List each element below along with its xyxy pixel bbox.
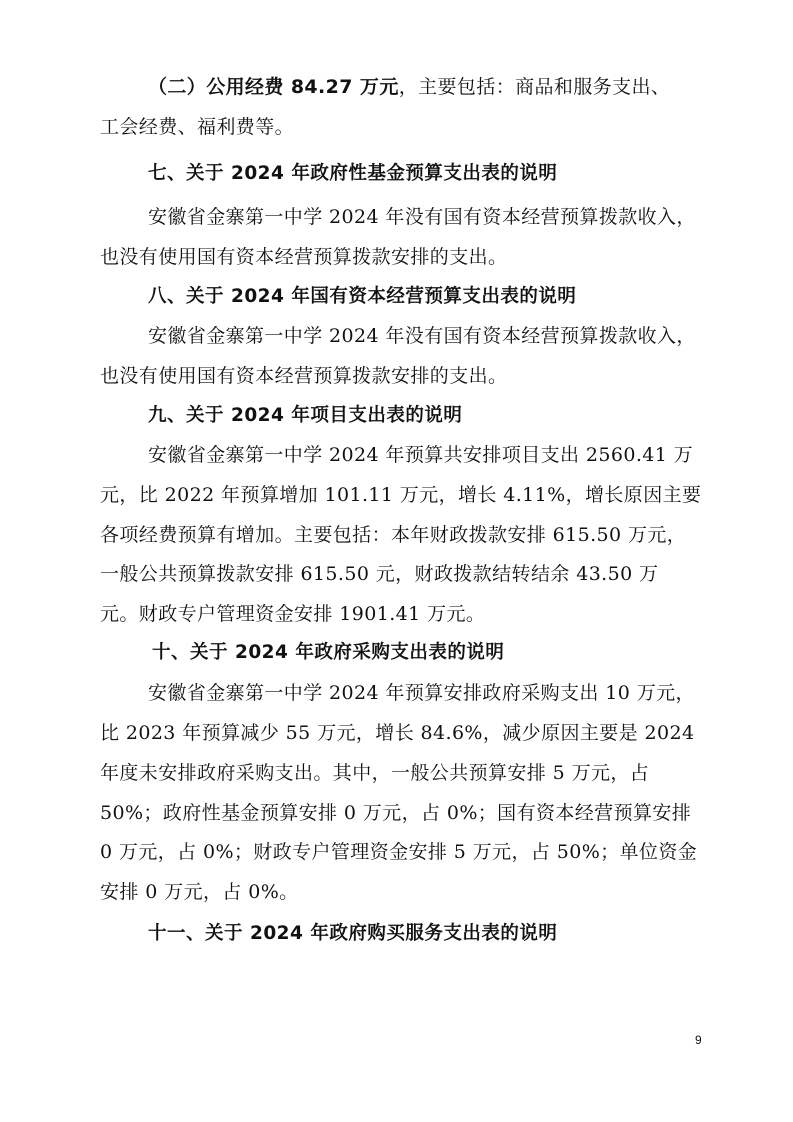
public-funds-paragraph-line-2: 工会经费、福利费等。 (100, 116, 295, 138)
section-10-line-1: 安徽省金寨第一中学 2024 年预算安排政府采购支出 10 万元， (148, 682, 695, 704)
section-9-line-5: 元。财政专户管理资金安排 1901.41 万元。 (100, 603, 486, 625)
section-10-line-5: 0 万元，占 0%；财政专户管理资金安排 5 万元，占 50%；单位资金 (100, 841, 698, 863)
section-11-heading: 十一、关于 2024 年政府购买服务支出表的说明 (148, 923, 558, 944)
section-8-line-1: 安徽省金寨第一中学 2024 年没有国有资本经营预算拨款收入， (148, 325, 696, 347)
section-10-line-4: 50%；政府性基金预算安排 0 万元，占 0%；国有资本经营预算安排 (100, 802, 692, 824)
section-10-line-6: 安排 0 万元，占 0%。 (100, 881, 299, 903)
section-9-line-1: 安徽省金寨第一中学 2024 年预算共安排项目支出 2560.41 万 (148, 444, 694, 466)
section-9-line-3: 各项经费预算有增加。主要包括：本年财政拨款安排 615.50 万元， (100, 524, 687, 546)
section-9-heading: 九、关于 2024 年项目支出表的说明 (148, 405, 463, 426)
public-funds-lead: （二）公用经费 84.27 万元 (148, 76, 399, 98)
public-funds-rest: ，主要包括：商品和服务支出、 (398, 76, 671, 98)
section-10-line-3: 年度未安排政府采购支出。其中，一般公共预算安排 5 万元，占 (100, 762, 650, 784)
section-10-heading: 十、关于 2024 年政府采购支出表的说明 (152, 642, 505, 663)
section-10-line-2: 比 2023 年预算减少 55 万元，增长 84.6%，减少原因主要是 2024 (100, 722, 695, 744)
section-7-line-1: 安徽省金寨第一中学 2024 年没有国有资本经营预算拨款收入， (148, 206, 696, 228)
public-funds-paragraph-line-1 (148, 74, 670, 100)
section-7-line-2: 也没有使用国有资本经营预算拨款安排的支出。 (100, 246, 508, 268)
section-8-heading: 八、关于 2024 年国有资本经营预算支出表的说明 (148, 286, 577, 307)
page-number: 9 (695, 1033, 702, 1047)
section-9-line-2: 元，比 2022 年预算增加 101.11 万元，增长 4.11%，增长原因主要 (100, 484, 702, 506)
section-7-heading: 七、关于 2024 年政府性基金预算支出表的说明 (148, 163, 558, 184)
section-9-line-4: 一般公共预算拨款安排 615.50 元，财政拨款结转结余 43.50 万 (100, 563, 659, 585)
section-8-line-2: 也没有使用国有资本经营预算拨款安排的支出。 (100, 365, 508, 387)
